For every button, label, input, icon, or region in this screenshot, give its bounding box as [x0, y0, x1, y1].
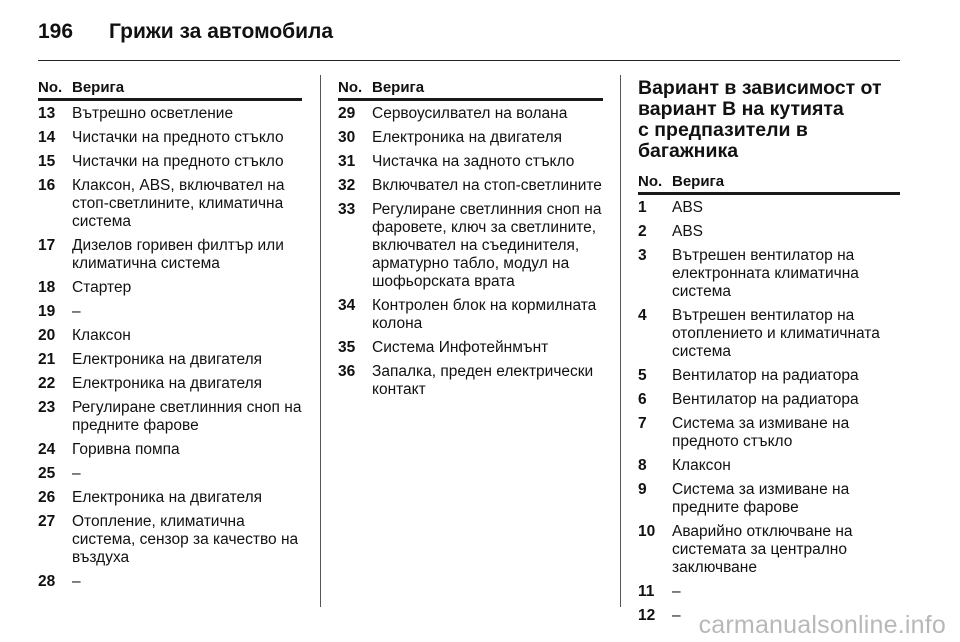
fuse-table-column-2: [338, 80, 603, 405]
header-circuit: Верига: [672, 173, 725, 190]
fuse-circuit: Клаксон, ABS, включвател на стоп-светлините, климатична система: [72, 177, 285, 230]
fuse-circuit: Електроника на двигателя: [72, 489, 263, 506]
fuse-number: 26: [38, 489, 56, 506]
fuse-number: 15: [38, 153, 56, 170]
table-row: [338, 339, 603, 357]
section-title: Вариант в зависимост от вариант В на кутията с предпазители в багажника: [638, 77, 882, 162]
fuse-circuit: Регулиране светлинния сноп на предните фарове: [72, 399, 302, 434]
fuse-circuit: Система за измиване на предното стъкло: [672, 415, 850, 450]
table-row: [638, 481, 900, 517]
table-row: [38, 399, 302, 435]
fuse-circuit: –: [672, 607, 681, 624]
fuse-circuit: Регулиране светлинния сноп на фаровете, ключ за светлините, включвател на съединителя, арматурно табло, модул на шофьорската врата: [372, 201, 602, 290]
table-row: [38, 573, 302, 591]
fuse-number: 22: [38, 375, 56, 392]
fuse-circuit: Вътрешен вентилатор на отоплението и климатичната система: [672, 307, 880, 360]
table-row: [638, 583, 900, 601]
fuse-number: 4: [638, 307, 647, 324]
table-body: [38, 105, 302, 591]
fuse-number: 35: [338, 339, 356, 356]
table-row: [638, 523, 900, 577]
table-row: [38, 465, 302, 483]
fuse-circuit: Клаксон: [672, 457, 731, 474]
fuse-circuit: Контролен блок на кормилната колона: [372, 297, 597, 332]
fuse-number: 11: [638, 583, 655, 600]
fuse-number: 12: [638, 607, 656, 624]
table-row: [338, 105, 603, 123]
fuse-number: 10: [638, 523, 656, 540]
fuse-number: 34: [338, 297, 356, 314]
header-circuit: Верига: [372, 79, 425, 96]
header-no: No.: [638, 173, 663, 190]
fuse-circuit: Електроника на двигателя: [72, 351, 263, 368]
fuse-circuit: ABS: [672, 199, 704, 216]
page-header: [38, 20, 333, 48]
fuse-number: 32: [338, 177, 356, 194]
fuse-number: 33: [338, 201, 356, 218]
table-row: [638, 367, 900, 385]
fuse-number: 7: [638, 415, 647, 432]
table-header: [38, 80, 302, 101]
fuse-circuit: Дизелов горивен филтър или климатична система: [72, 237, 284, 272]
fuse-circuit: Аварийно отключване на системата за централно заключване: [672, 523, 853, 576]
fuse-circuit: –: [672, 583, 681, 600]
fuse-number: 21: [38, 351, 56, 368]
fuse-number: 1: [638, 199, 647, 216]
fuse-number: 8: [638, 457, 647, 474]
fuse-circuit: –: [72, 573, 81, 590]
table-row: [38, 303, 302, 321]
fuse-number: 13: [38, 105, 56, 122]
fuse-circuit: Вентилатор на радиатора: [672, 367, 859, 384]
fuse-table-column-3: [638, 77, 900, 631]
fuse-circuit: Вентилатор на радиатора: [672, 391, 859, 408]
fuse-number: 30: [338, 129, 356, 146]
column-divider: [620, 75, 621, 607]
fuse-circuit: Сервоусилвател на волана: [372, 105, 568, 122]
fuse-number: 3: [638, 247, 647, 264]
table-row: [38, 513, 302, 567]
table-row: [338, 153, 603, 171]
table-row: [338, 297, 603, 333]
fuse-table-column-1: [38, 80, 302, 597]
fuse-number: 16: [38, 177, 56, 194]
table-row: [38, 441, 302, 459]
fuse-circuit: Стартер: [72, 279, 132, 296]
fuse-circuit: Електроника на двигателя: [72, 375, 263, 392]
table-row: [38, 177, 302, 231]
column-divider: [320, 75, 321, 607]
fuse-circuit: Система Инфотейнмънт: [372, 339, 549, 356]
fuse-number: 23: [38, 399, 56, 416]
table-row: [38, 237, 302, 273]
fuse-circuit: ABS: [672, 223, 704, 240]
fuse-circuit: Вътрешно осветление: [72, 105, 234, 122]
table-row: [638, 223, 900, 241]
table-row: [38, 129, 302, 147]
page-title: Грижи за автомобила: [109, 20, 334, 43]
fuse-number: 14: [38, 129, 56, 146]
fuse-circuit: Запалка, преден електрически контакт: [372, 363, 594, 398]
fuse-number: 6: [638, 391, 647, 408]
table-row: [638, 415, 900, 451]
fuse-circuit: Отопление, климатична система, сензор за качество на въздуха: [72, 513, 299, 566]
fuse-number: 19: [38, 303, 56, 320]
fuse-number: 24: [38, 441, 56, 458]
fuse-circuit: Горивна помпа: [72, 441, 180, 458]
table-row: [338, 201, 603, 291]
fuse-circuit: Система за измиване на предните фарове: [672, 481, 850, 516]
table-row: [638, 391, 900, 409]
header-no: No.: [38, 79, 63, 96]
fuse-circuit: –: [72, 303, 81, 320]
table-row: [638, 199, 900, 217]
table-header: [338, 80, 603, 101]
table-row: [38, 327, 302, 345]
table-row: [638, 457, 900, 475]
fuse-number: 18: [38, 279, 56, 296]
table-row: [38, 375, 302, 393]
watermark: carmanualsonline.info: [698, 611, 946, 639]
fuse-number: 20: [38, 327, 56, 344]
table-row: [338, 177, 603, 195]
table-row: [338, 363, 603, 399]
fuse-circuit: Включвател на стоп-светлините: [372, 177, 602, 194]
table-row: [38, 105, 302, 123]
fuse-number: 28: [38, 573, 56, 590]
table-row: [38, 489, 302, 507]
table-body: [338, 105, 603, 399]
table-header: [638, 174, 900, 195]
table-row: [638, 247, 900, 301]
table-row: [38, 153, 302, 171]
fuse-circuit: Клаксон: [72, 327, 131, 344]
fuse-circuit: –: [72, 465, 81, 482]
header-circuit: Верига: [72, 79, 125, 96]
fuse-circuit: Чистачка на задното стъкло: [372, 153, 575, 170]
fuse-number: 36: [338, 363, 356, 380]
fuse-number: 2: [638, 223, 647, 240]
fuse-number: 9: [638, 481, 647, 498]
header-rule: [38, 60, 900, 61]
fuse-number: 25: [38, 465, 56, 482]
header-no: No.: [338, 79, 363, 96]
table-body: [638, 199, 900, 625]
fuse-circuit: Електроника на двигателя: [372, 129, 563, 146]
fuse-number: 17: [38, 237, 56, 254]
fuse-circuit: Чистачки на предното стъкло: [72, 153, 284, 170]
fuse-circuit: Вътрешен вентилатор на електронната климатична система: [672, 247, 859, 300]
table-row: [38, 351, 302, 369]
fuse-number: 31: [338, 153, 356, 170]
table-row: [638, 307, 900, 361]
table-row: [338, 129, 603, 147]
table-row: [38, 279, 302, 297]
page-number: 196: [38, 20, 74, 43]
fuse-number: 5: [638, 367, 647, 384]
fuse-circuit: Чистачки на предното стъкло: [72, 129, 284, 146]
fuse-number: 29: [338, 105, 356, 122]
fuse-number: 27: [38, 513, 56, 530]
